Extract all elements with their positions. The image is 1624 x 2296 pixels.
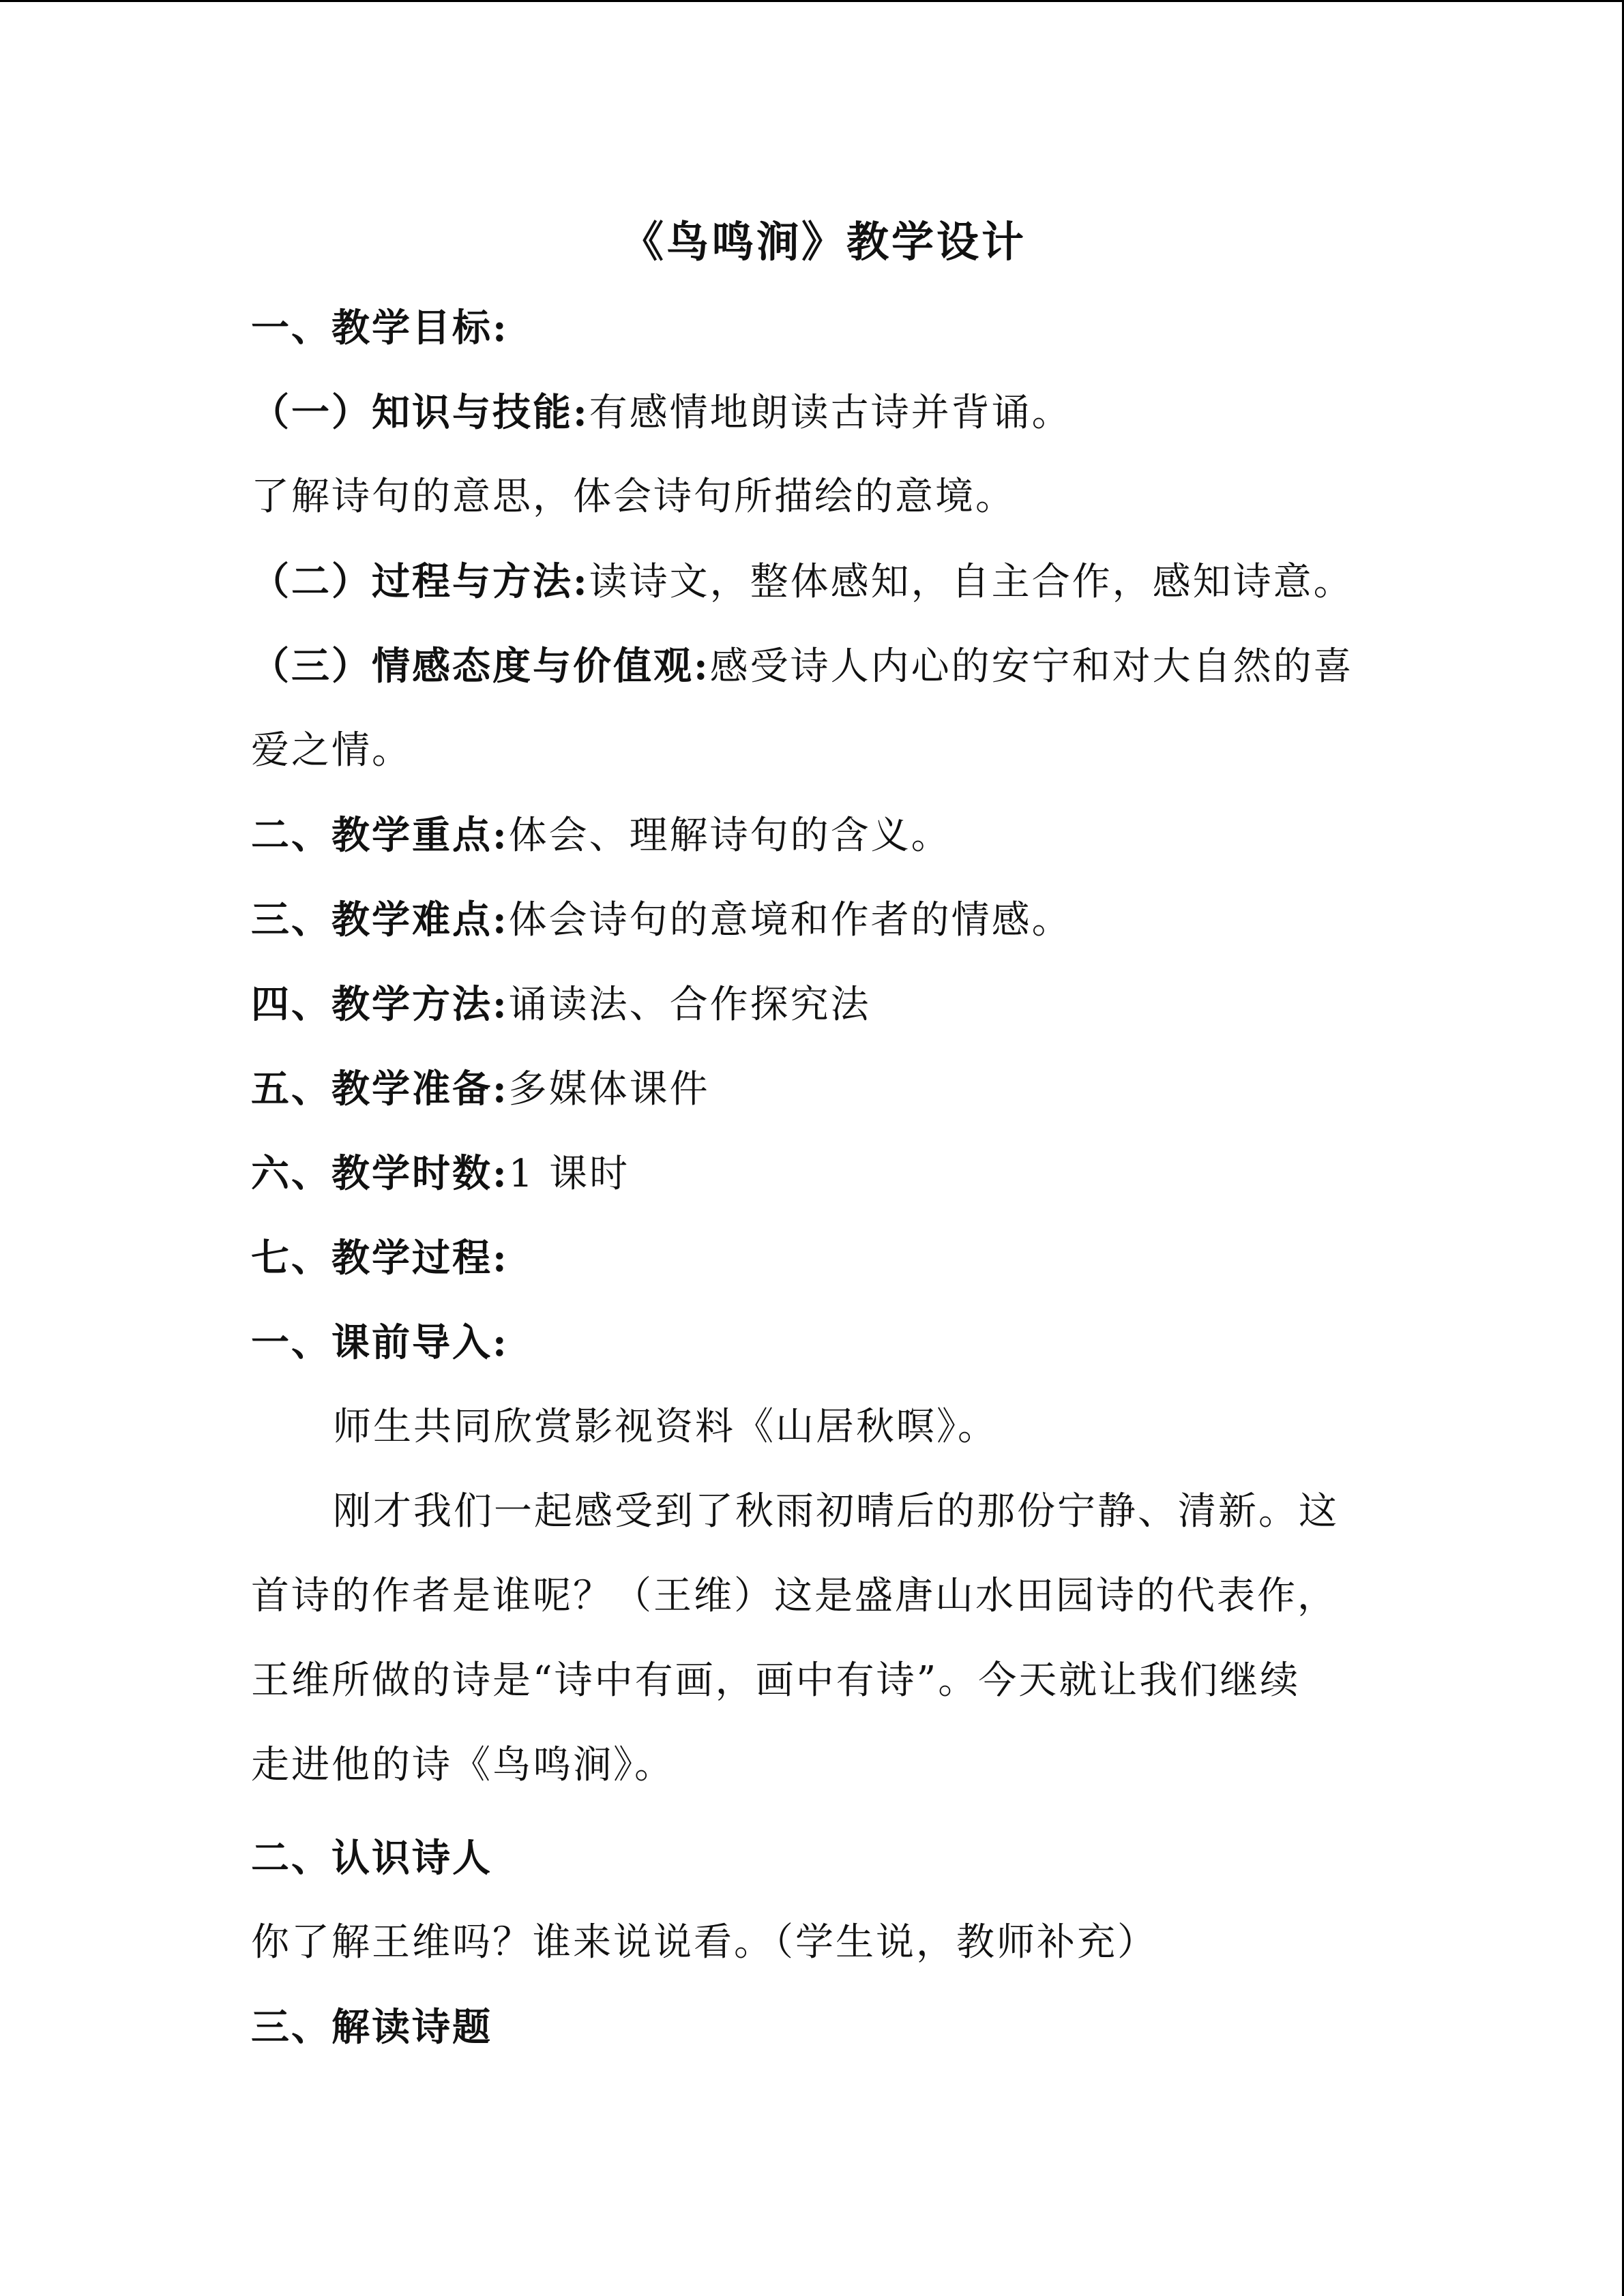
- key-point-label: 二、教学重点:: [251, 813, 509, 858]
- key-point: [251, 811, 951, 861]
- procedure-heading: 七、教学过程:: [251, 1236, 509, 1281]
- teaching-hours-text: 1 课时: [508, 1152, 630, 1196]
- intro-paragraph-2-line-3: 王维所做的诗是“诗中有画，画中有诗”。今天就让我们继续: [251, 1658, 1301, 1703]
- objective-emotion: [251, 642, 1354, 691]
- intro-paragraph-1: 师生共同欣赏影视资料《山居秋暝》。: [333, 1405, 998, 1449]
- key-point-text: 体会、理解诗句的含义。: [508, 814, 951, 858]
- teaching-hours: [251, 1149, 630, 1199]
- objective-emotion-label: （三）情感态度与价值观:: [251, 644, 710, 689]
- teaching-method-text: 诵读法、合作探究法: [508, 983, 871, 1027]
- objective-knowledge-label: （一）知识与技能:: [251, 390, 589, 435]
- objective-emotion-text-2: 爱之情。: [251, 728, 412, 773]
- intro-paragraph-2-line-4: 走进他的诗《鸟鸣涧》。: [251, 1743, 675, 1787]
- title-reading-heading: 三、解读诗题: [251, 2005, 492, 2050]
- objective-emotion-text: 感受诗人内心的安宁和对大自然的喜: [709, 644, 1354, 689]
- preparation-text: 多媒体课件: [508, 1067, 710, 1112]
- teaching-method-label: 四、教学方法:: [251, 982, 509, 1027]
- objective-process-label: （二）过程与方法:: [251, 559, 589, 604]
- objective-process-text: 读诗文，整体感知，自主合作，感知诗意。: [589, 560, 1354, 604]
- difficulty: [251, 895, 1072, 945]
- document-title: 《鸟鸣涧》教学设计: [621, 217, 1027, 267]
- objective-knowledge-text: 有感情地朗读古诗并背诵。: [589, 391, 1072, 435]
- objectives-heading: 一、教学目标:: [251, 305, 509, 351]
- preparation-label: 五、教学准备:: [251, 1067, 509, 1112]
- poet-heading: 二、认识诗人: [251, 1836, 492, 1881]
- intro-heading: 一、课前导入:: [251, 1320, 509, 1365]
- difficulty-label: 三、教学难点:: [251, 897, 509, 942]
- intro-paragraph-2-line-2: 首诗的作者是谁呢？（王维）这是盛唐山水田园诗的代表作，: [251, 1574, 1338, 1618]
- objective-knowledge-text-2: 了解诗句的意思，体会诗句所描绘的意境。: [251, 475, 1016, 519]
- difficulty-text: 体会诗句的意境和作者的情感。: [508, 898, 1072, 942]
- objective-process: [251, 557, 1354, 607]
- teaching-method: [251, 980, 871, 1030]
- teaching-hours-label: 六、教学时数:: [251, 1151, 509, 1196]
- poet-text: 你了解王维吗？谁来说说看。（学生说，教师补充）: [251, 1920, 1157, 1965]
- objective-knowledge: [251, 388, 1072, 438]
- intro-paragraph-2-line-1: 刚才我们一起感受到了秋雨初晴后的那份宁静、清新。这: [333, 1489, 1339, 1534]
- preparation: [251, 1064, 710, 1114]
